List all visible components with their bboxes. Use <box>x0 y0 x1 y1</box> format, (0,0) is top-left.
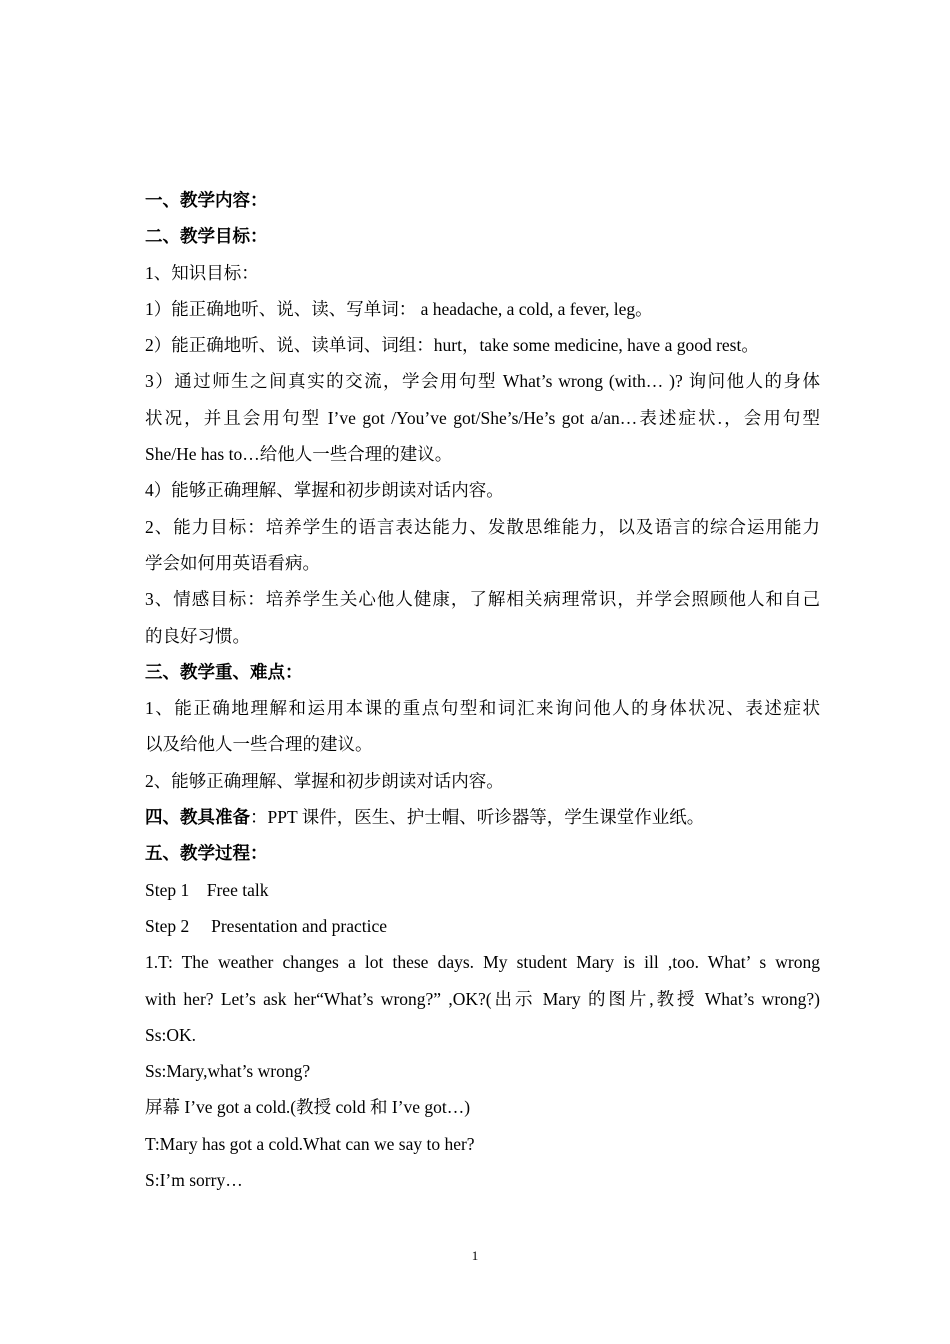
ability-objective-line-2: 学会如何用英语看病。 <box>145 552 320 573</box>
knowledge-objective-3-line-1: 3）通过师生之间真实的交流，学会用句型 What’s wrong (with… )? 询问他人的身体 <box>145 371 820 392</box>
section-heading-teaching-objectives: 二、教学目标： <box>145 226 268 247</box>
knowledge-objective-3-line-3: She/He has to…给他人一些合理的建议。 <box>145 444 453 465</box>
section-heading-teaching-process: 五、教学过程： <box>145 843 268 864</box>
teaching-aids-paragraph <box>145 799 820 835</box>
step-2: Step 2 Presentation and practice <box>145 915 388 936</box>
dialogue-line-3: Ss:Mary,what’s wrong? <box>145 1061 311 1082</box>
step-1: Step 1 Free talk <box>145 879 269 900</box>
knowledge-objective-3-line-2: 状况，并且会用句型 I’ve got /You’ve got/She’s/He’s got a/an…表述症状.，会用句型 <box>145 407 820 428</box>
knowledge-objective-2: 2）能正确地听、说、读单词、词组：hurt，take some medicine, have a good rest。 <box>145 335 759 356</box>
knowledge-objective-heading: 1、知识目标： <box>145 262 259 283</box>
key-point-2: 2、能够正确理解、掌握和初步朗读对话内容。 <box>145 770 504 791</box>
knowledge-objective-1: 1）能正确地听、说、读、写单词： a headache, a cold, a fever, leg。 <box>145 298 653 319</box>
key-point-1-line-2: 以及给他人一些合理的建议。 <box>145 734 373 755</box>
emotion-objective-line-1: 3、情感目标：培养学生关心他人健康，了解相关病理常识，并学会照顾他人和自己 <box>145 589 820 610</box>
page-number: 1 <box>471 1248 479 1263</box>
dialogue-line-6: S:I’m sorry… <box>145 1170 243 1191</box>
section-heading-key-points: 三、教学重、难点： <box>145 661 303 682</box>
document-body <box>145 182 820 1198</box>
dialogue-line-2: Ss:OK. <box>145 1024 197 1045</box>
section-heading-teaching-content: 一、教学内容： <box>145 190 268 210</box>
section-heading-teaching-aids: 四、教具准备 <box>145 807 250 828</box>
ability-objective-line-1: 2、能力目标：培养学生的语言表达能力、发散思维能力，以及语言的综合运用能力 <box>145 516 820 537</box>
teaching-aids-text: ：PPT 课件，医生、护士帽、听诊器等，学生课堂作业纸。 <box>250 807 705 828</box>
key-point-1-line-1: 1、能正确地理解和运用本课的重点句型和词汇来询问他人的身体状况、表述症状 <box>145 698 820 719</box>
dialogue-line-4: 屏幕 I’ve got a cold.(教授 cold 和 I’ve got…) <box>145 1097 471 1118</box>
emotion-objective-line-2: 的良好习惯。 <box>145 625 250 646</box>
knowledge-objective-4: 4）能够正确理解、掌握和初步朗读对话内容。 <box>145 480 504 501</box>
dialogue-line-1-part-1: 1.T: The weather changes a lot these days. My student Mary is ill ,too. What’ s wrong <box>145 952 820 973</box>
dialogue-line-1-part-2: with her? Let’s ask her“What’s wrong?” ,OK?(出示 Mary 的图片,教授 What’s wrong?) <box>145 988 820 1009</box>
dialogue-line-5: T:Mary has got a cold.What can we say to her? <box>145 1133 475 1154</box>
